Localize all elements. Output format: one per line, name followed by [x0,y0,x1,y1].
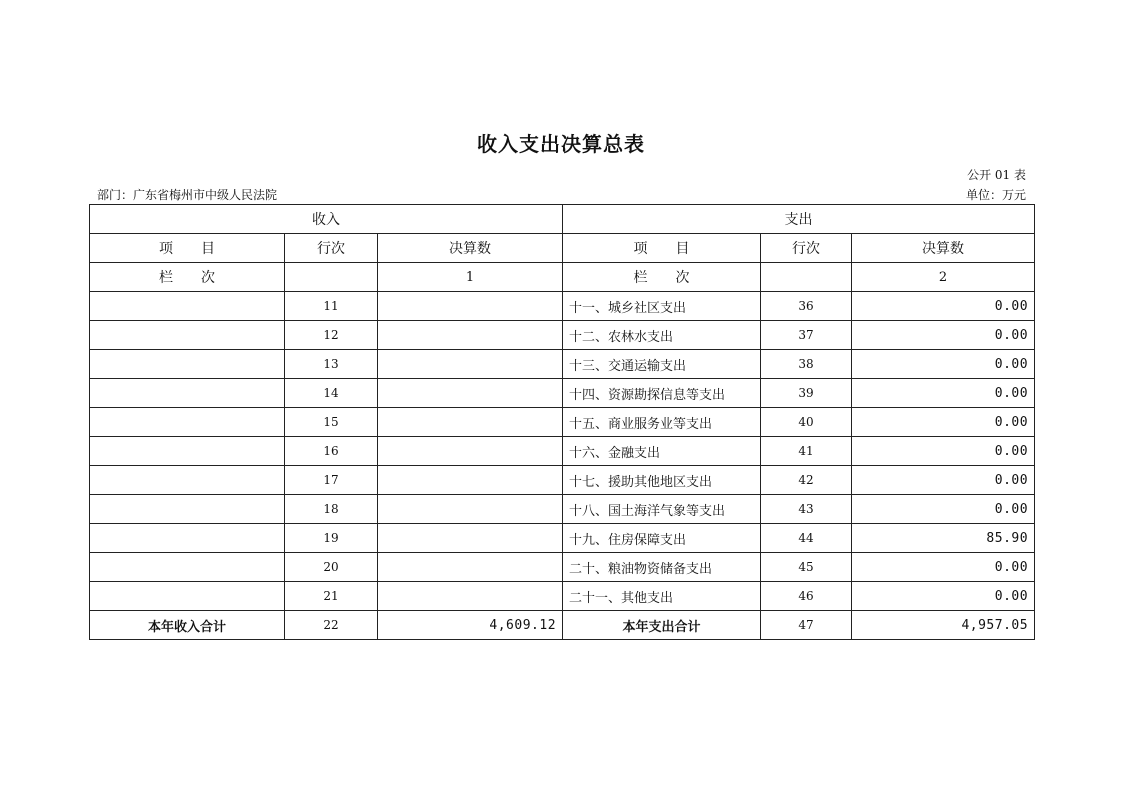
expense-row-no-cell: 46 [761,582,852,611]
expense-total-amount: 4,957.05 [852,611,1035,640]
income-amount-cell [378,408,563,437]
expense-amount-cell: 0.00 [852,379,1035,408]
expense-item-cell: 十六、金融支出 [563,437,761,466]
expense-total-label: 本年支出合计 [563,611,761,640]
expense-item-cell: 二十、粮油物资储备支出 [563,553,761,582]
section-header-row [90,205,1035,234]
expense-row-no-cell: 38 [761,350,852,379]
income-item-cell [90,553,285,582]
income-expense-table [89,204,1035,640]
expense-row-no-cell: 45 [761,553,852,582]
income-amount-cell [378,292,563,321]
expense-row-no-cell: 36 [761,292,852,321]
expense-item-cell: 十三、交通运输支出 [563,350,761,379]
column-number-row [90,263,1035,292]
expense-row-no-header: 行次 [761,234,852,263]
table-row [90,495,1035,524]
income-row-no-cell: 15 [285,408,378,437]
expense-item-cell: 十一、城乡社区支出 [563,292,761,321]
table-row [90,437,1035,466]
income-amount-cell [378,466,563,495]
expense-row-no-cell: 42 [761,466,852,495]
expense-amount-cell: 0.00 [852,553,1035,582]
table-row [90,553,1035,582]
expense-item-header: 项 目 [563,234,761,263]
income-row-no-cell: 19 [285,524,378,553]
income-item-cell [90,408,285,437]
income-section-header: 收入 [90,205,563,234]
income-row-no-cell: 11 [285,292,378,321]
table-row [90,379,1035,408]
income-amount-cell [378,582,563,611]
expense-item-cell: 十九、住房保障支出 [563,524,761,553]
table-row [90,524,1035,553]
expense-amount-header: 决算数 [852,234,1035,263]
expense-row-no-cell: 40 [761,408,852,437]
income-item-header: 项 目 [90,234,285,263]
table-row [90,466,1035,495]
expense-total-row-no: 47 [761,611,852,640]
income-item-cell [90,292,285,321]
page-title: 收入支出决算总表 [477,132,645,156]
expense-amount-cell: 0.00 [852,582,1035,611]
expense-amount-cell: 0.00 [852,408,1035,437]
expense-amount-cell: 0.00 [852,437,1035,466]
table-row [90,321,1035,350]
expense-column-number: 2 [852,263,1035,292]
income-amount-cell [378,437,563,466]
table-row [90,350,1035,379]
income-row-no-cell: 18 [285,495,378,524]
income-amount-cell [378,379,563,408]
expense-column-label: 栏 次 [563,263,761,292]
income-row-no-cell: 14 [285,379,378,408]
income-row-no-header: 行次 [285,234,378,263]
expense-section-header: 支出 [563,205,1035,234]
income-item-cell [90,466,285,495]
income-row-no-cell: 13 [285,350,378,379]
expense-item-cell: 十五、商业服务业等支出 [563,408,761,437]
income-item-cell [90,495,285,524]
income-column-blank [285,263,378,292]
expense-row-no-cell: 44 [761,524,852,553]
income-row-no-cell: 12 [285,321,378,350]
income-total-amount: 4,609.12 [378,611,563,640]
income-item-cell [90,582,285,611]
expense-row-no-cell: 41 [761,437,852,466]
income-amount-header: 决算数 [378,234,563,263]
table-row [90,408,1035,437]
expense-row-no-cell: 39 [761,379,852,408]
income-total-label: 本年收入合计 [90,611,285,640]
expense-amount-cell: 0.00 [852,495,1035,524]
income-item-cell [90,437,285,466]
expense-row-no-cell: 43 [761,495,852,524]
form-number: 公开 01 表 [967,168,1026,182]
table-row [90,582,1035,611]
income-item-cell [90,379,285,408]
expense-amount-cell: 0.00 [852,350,1035,379]
income-amount-cell [378,321,563,350]
expense-item-cell: 十七、援助其他地区支出 [563,466,761,495]
income-row-no-cell: 17 [285,466,378,495]
income-column-number: 1 [378,263,563,292]
income-item-cell [90,350,285,379]
income-item-cell [90,524,285,553]
table-row [90,292,1035,321]
income-item-cell [90,321,285,350]
income-column-label: 栏 次 [90,263,285,292]
income-amount-cell [378,350,563,379]
expense-row-no-cell: 37 [761,321,852,350]
income-row-no-cell: 20 [285,553,378,582]
expense-amount-cell: 0.00 [852,292,1035,321]
column-header-row [90,234,1035,263]
expense-item-cell: 十四、资源勘探信息等支出 [563,379,761,408]
income-amount-cell [378,553,563,582]
income-amount-cell [378,524,563,553]
expense-amount-cell: 0.00 [852,321,1035,350]
income-amount-cell [378,495,563,524]
income-row-no-cell: 16 [285,437,378,466]
expense-item-cell: 二十一、其他支出 [563,582,761,611]
income-total-row-no: 22 [285,611,378,640]
income-row-no-cell: 21 [285,582,378,611]
expense-amount-cell: 0.00 [852,466,1035,495]
totals-row [90,611,1035,640]
expense-item-cell: 十八、国土海洋气象等支出 [563,495,761,524]
department-label: 部门：广东省梅州市中级人民法院 [97,188,278,202]
expense-item-cell: 十二、农林水支出 [563,321,761,350]
expense-amount-cell: 85.90 [852,524,1035,553]
unit-label: 单位：万元 [965,188,1026,202]
expense-column-blank [761,263,852,292]
